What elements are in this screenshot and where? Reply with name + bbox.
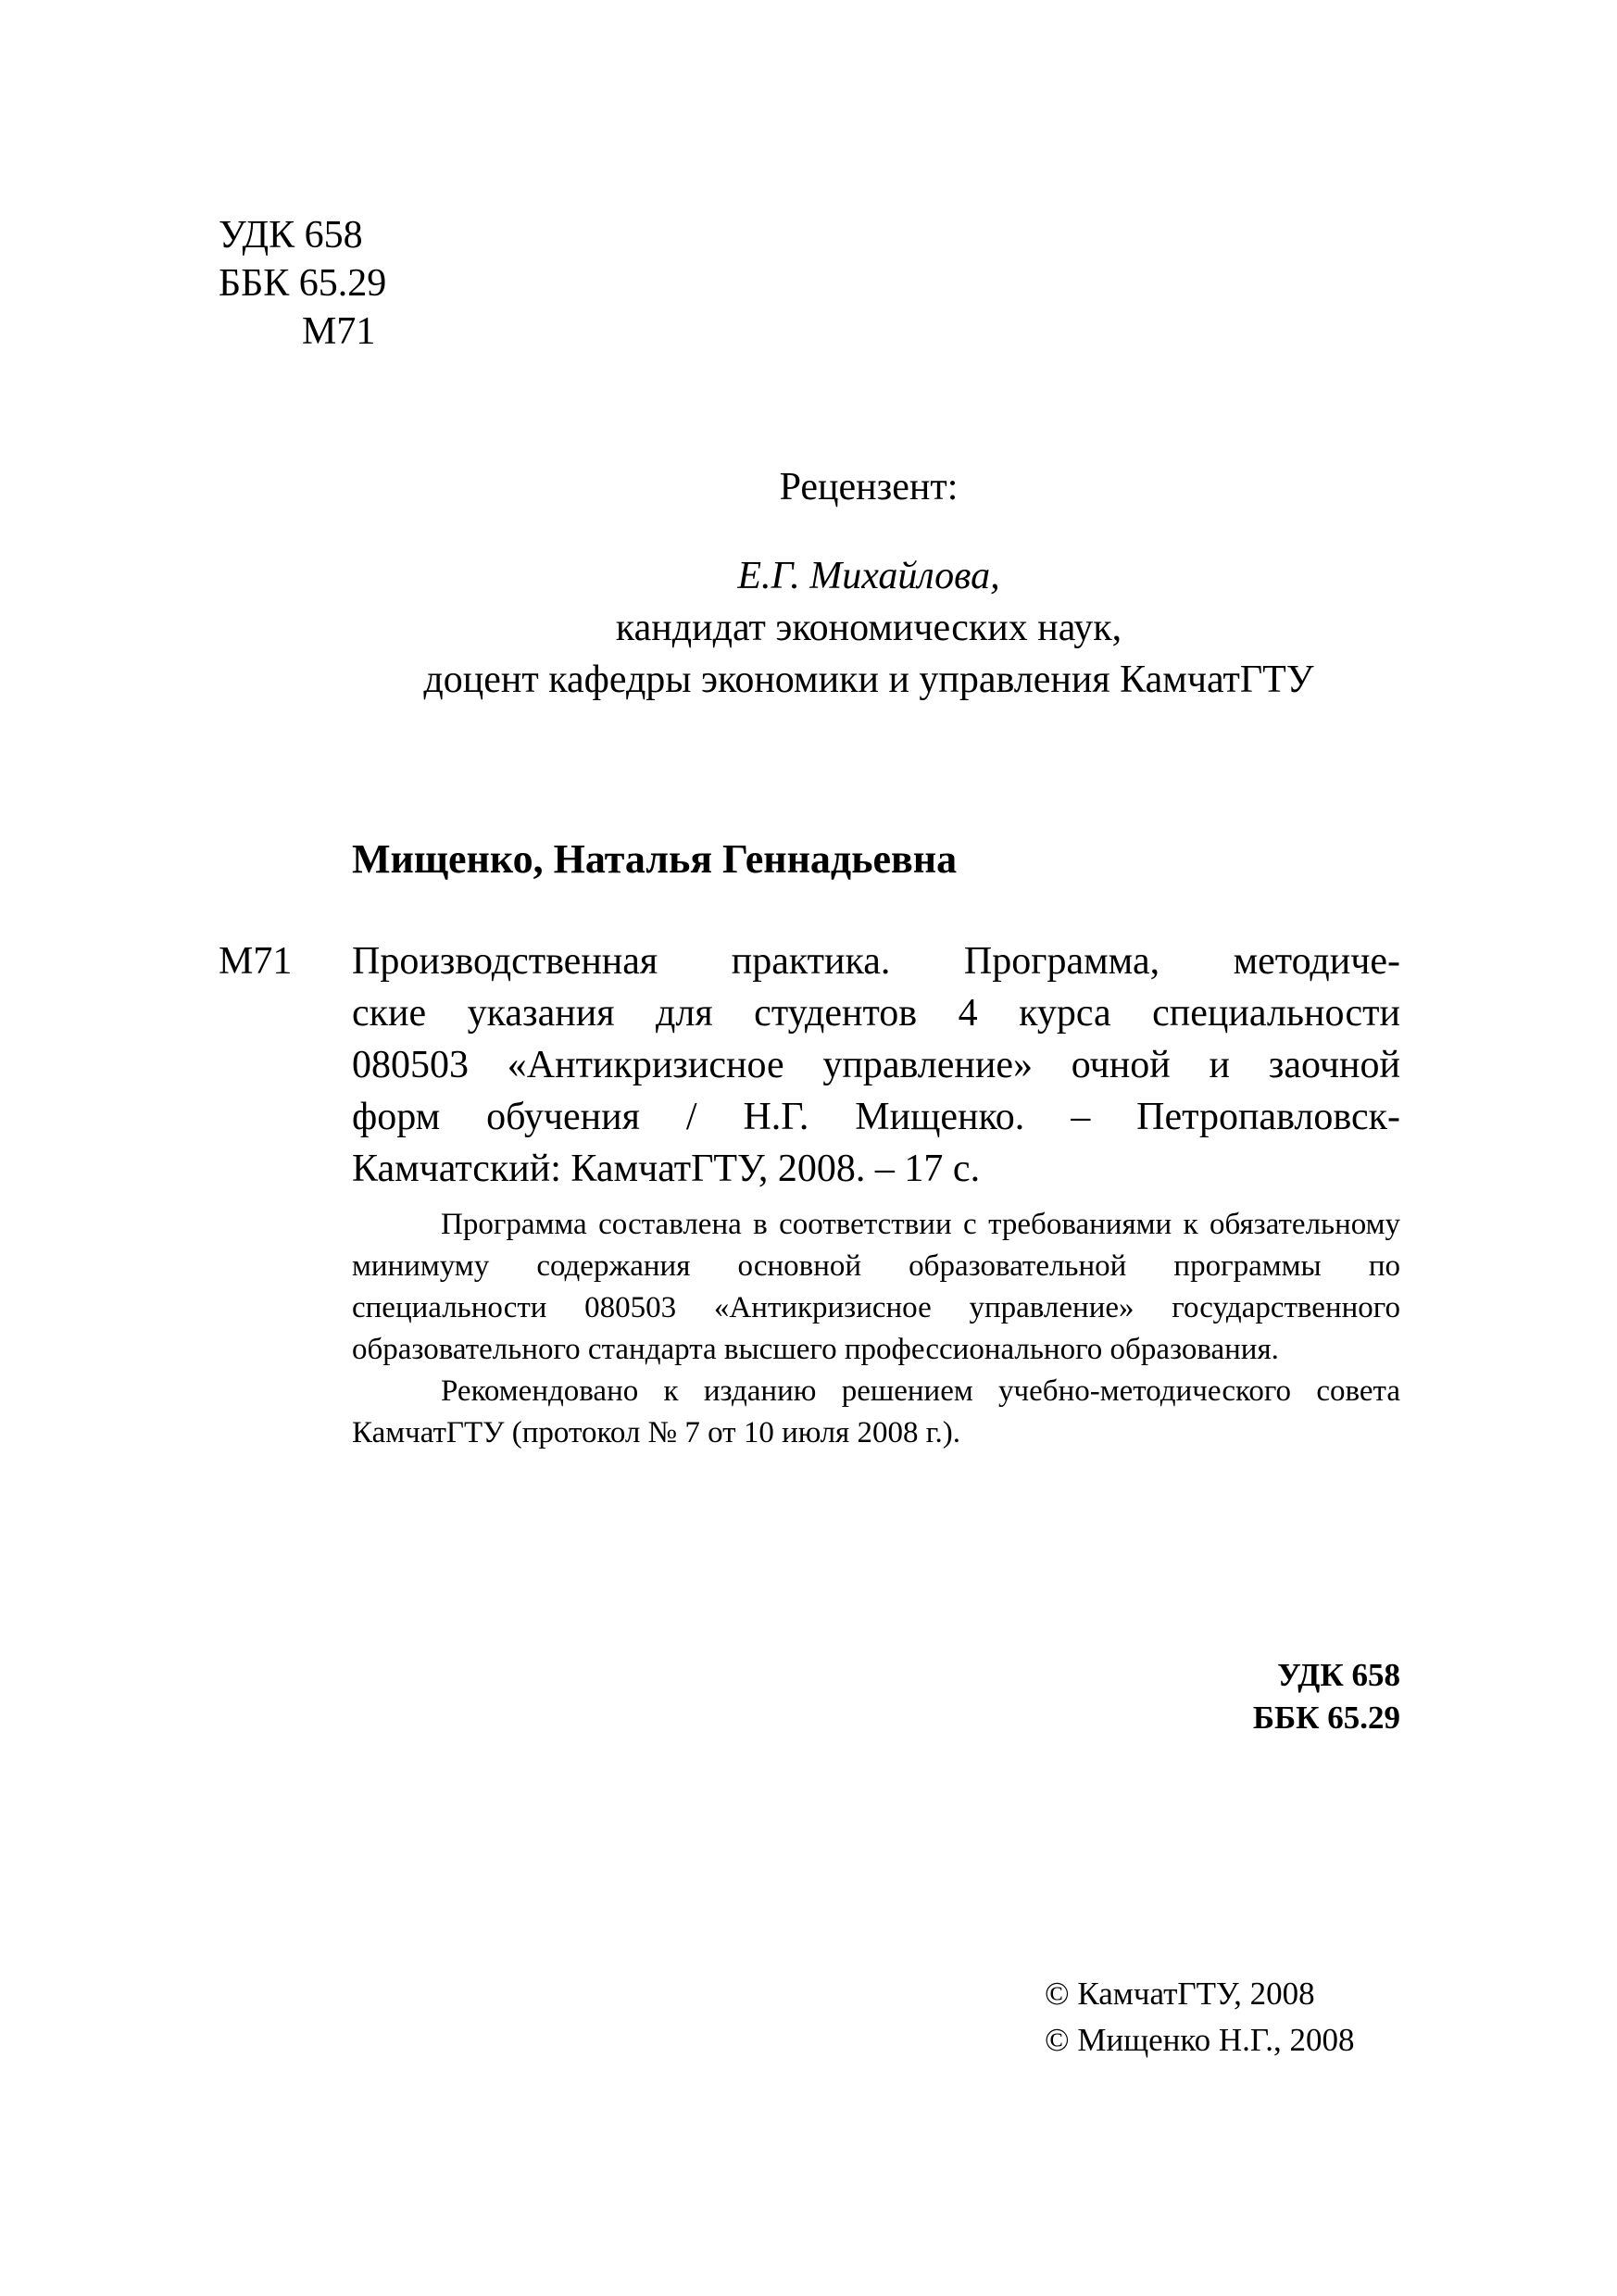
udk-code: УДК 658 xyxy=(219,214,363,257)
bottom-classification-codes xyxy=(1253,1654,1400,1739)
catalog-line: Камчатский: КамчатГТУ, 2008. – 17 с. xyxy=(352,1148,981,1190)
author-heading: Мищенко, Наталья Геннадьевна xyxy=(352,836,958,882)
author-sign: М71 xyxy=(302,310,376,353)
reviewer-name: Е.Г. Михайлова, xyxy=(737,555,1000,597)
catalog-line: форм обучения / Н.Г. Мищенко. – Петропавловск- xyxy=(352,1096,1400,1138)
annotation-paragraph: Рекомендовано к изданию решением учебно-методического совета КамчатГТУ (протокол № 7 от 10 июля 2008 г.). xyxy=(352,1374,1400,1449)
copyright-block xyxy=(1045,1971,1354,2064)
reviewer-heading: Рецензент: xyxy=(779,466,959,508)
catalog-code: М71 xyxy=(219,940,293,983)
annotation-paragraph: Программа составлена в соответствии с требованиями к обязательному минимуму содержания основной образовательной программы по специальности 080503 «Антикризисное управление» государственного образовательного стандарта высшего профессионального образования. xyxy=(352,1208,1400,1366)
bottom-bbk-code: ББК 65.29 xyxy=(1252,1700,1400,1736)
classification-codes xyxy=(219,211,386,356)
copyright-author: © Мищенко Н.Г., 2008 xyxy=(1045,2022,1355,2058)
catalog-description xyxy=(352,935,1400,1195)
catalog-line: ские указания для студентов 4 курса специальности xyxy=(352,992,1400,1035)
bottom-udk-code: УДК 658 xyxy=(1277,1657,1400,1693)
catalog-line: Производственная практика. Программа, методиче- xyxy=(352,940,1400,983)
copyright-publisher: © КамчатГТУ, 2008 xyxy=(1045,1976,1315,2012)
reviewer-degree: кандидат экономических наук, xyxy=(615,607,1122,649)
reviewer-position: доцент кафедры экономики и управления КамчатГТУ xyxy=(423,659,1314,701)
catalog-line: 080503 «Антикризисное управление» очной и заочной xyxy=(352,1044,1400,1086)
annotation xyxy=(352,1204,1400,1454)
reviewer-block xyxy=(0,461,1617,706)
bbk-code: ББК 65.29 xyxy=(219,262,387,305)
